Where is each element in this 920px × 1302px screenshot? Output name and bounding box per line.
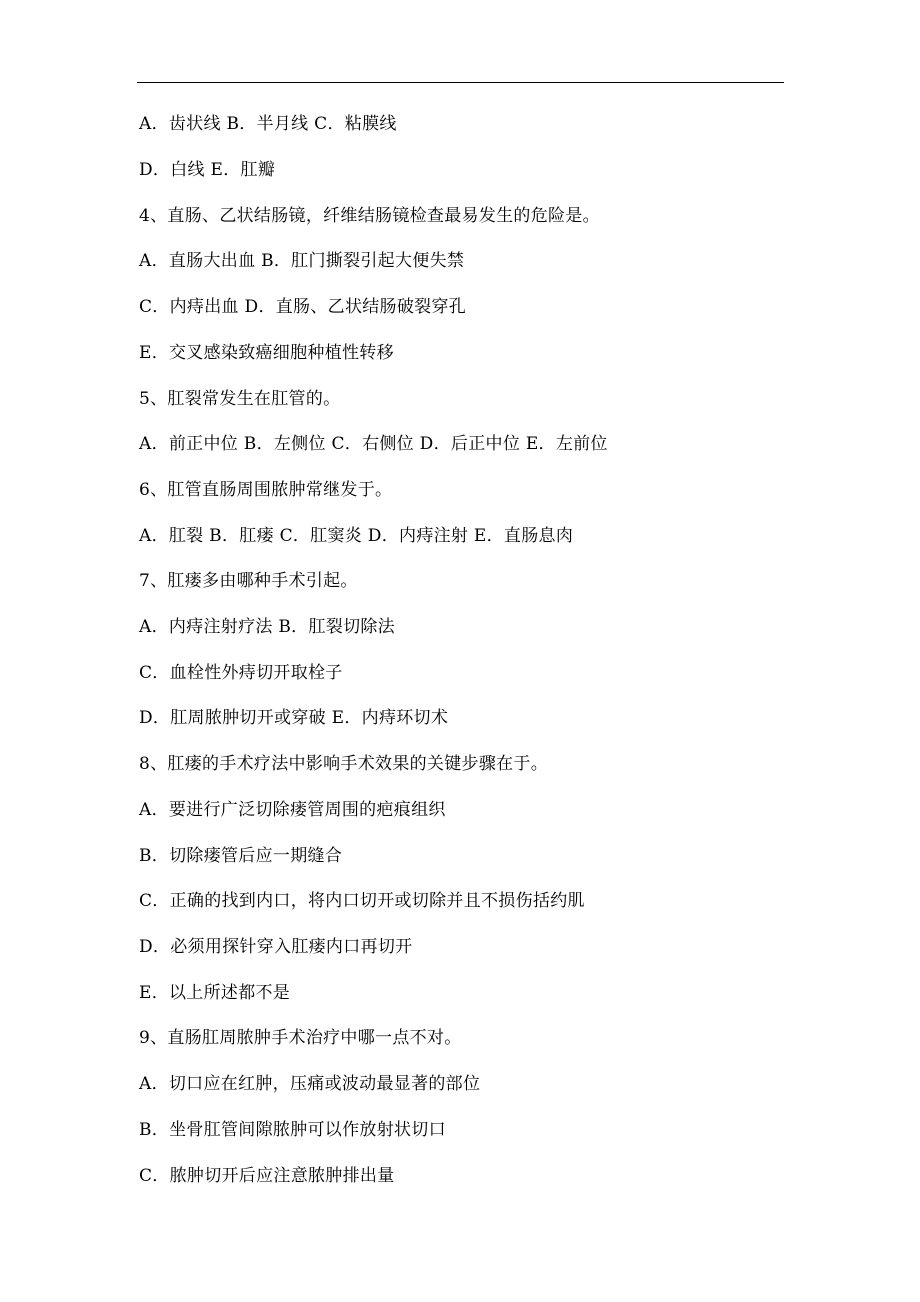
question-7: 7、肛瘘多由哪种手术引起。 — [139, 571, 358, 591]
text-line: D．必须用探针穿入肛瘘内口再切开 — [139, 937, 413, 957]
text-line: A．直肠大出血 B．肛门撕裂引起大便失禁 — [139, 251, 465, 271]
text-line: A．要进行广泛切除瘘管周围的疤痕组织 — [139, 800, 446, 820]
question-4: 4、直肠、乙状结肠镜，纤维结肠镜检查最易发生的危险是。 — [139, 206, 600, 226]
text-line: A．内痔注射疗法 B．肛裂切除法 — [139, 617, 395, 637]
text-line: C．内痔出血 D．直肠、乙状结肠破裂穿孔 — [139, 297, 467, 317]
question-5: 5、肛裂常发生在肛管的。 — [139, 389, 341, 409]
text-line: B．切除瘘管后应一期缝合 — [139, 846, 343, 866]
text-line: E．以上所述都不是 — [139, 983, 291, 1003]
text-line: A．齿状线 B．半月线 C．粘膜线 — [139, 114, 397, 134]
text-line: A．切口应在红肿，压痛或波动最显著的部位 — [139, 1074, 481, 1094]
question-6: 6、肛管直肠周围脓肿常继发于。 — [139, 480, 393, 500]
text-line: B．坐骨肛管间隙脓肿可以作放射状切口 — [139, 1120, 446, 1140]
text-line: E．交叉感染致癌细胞种植性转移 — [139, 343, 394, 363]
text-line: C．血栓性外痔切开取栓子 — [139, 663, 343, 683]
question-8: 8、肛瘘的手术疗法中影响手术效果的关键步骤在于。 — [139, 754, 549, 774]
text-line: D．肛周脓肿切开或穿破 E．内痔环切术 — [139, 708, 449, 728]
header-rule — [137, 82, 784, 83]
text-line: D．白线 E．肛瓣 — [139, 160, 276, 180]
text-line: A．肛裂 B．肛瘘 C．肛窦炎 D．内痔注射 E．直肠息肉 — [139, 526, 574, 546]
text-line: C．脓肿切开后应注意脓肿排出量 — [139, 1166, 395, 1186]
text-line: A．前正中位 B．左侧位 C．右侧位 D．后正中位 E．左前位 — [139, 434, 608, 454]
text-line: C．正确的找到内口，将内口切开或切除并且不损伤括约肌 — [139, 891, 585, 911]
question-9: 9、直肠肛周脓肿手术治疗中哪一点不对。 — [139, 1028, 462, 1048]
